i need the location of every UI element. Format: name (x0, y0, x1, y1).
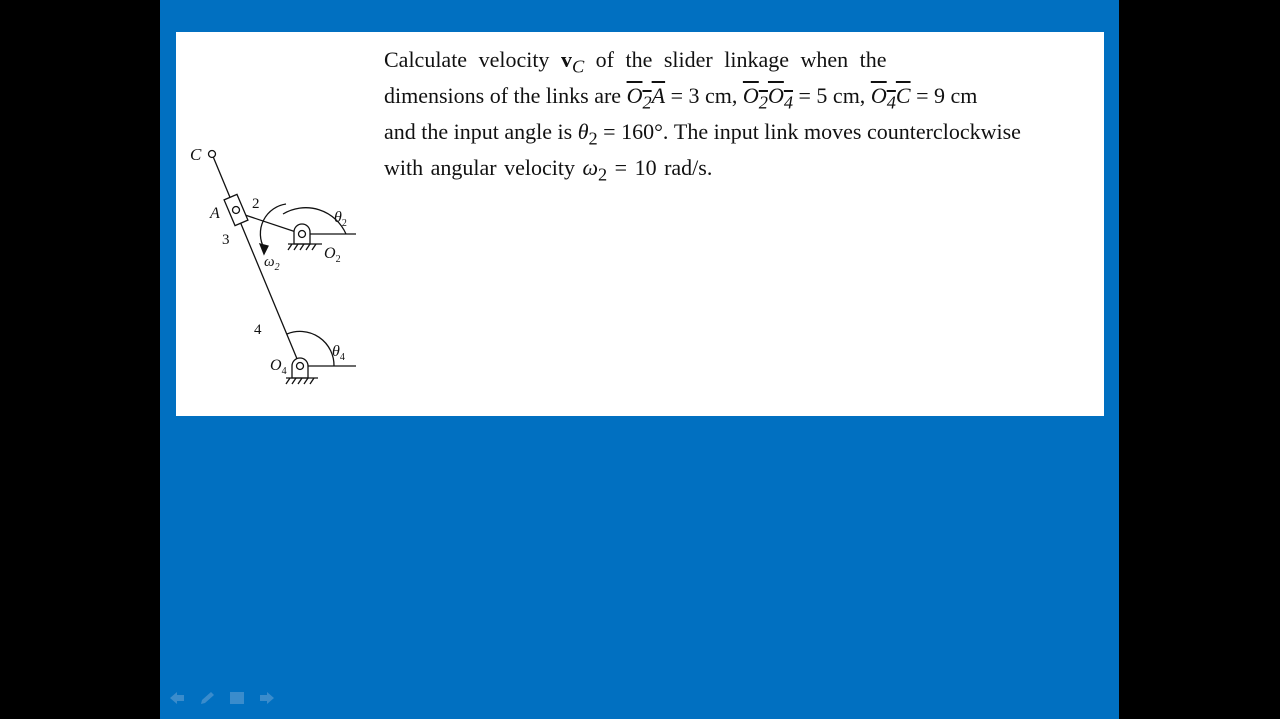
problem-line-3: and the input angle is $\theta_2 = 160^\circ$. The input link moves counterclockwise (384, 119, 1021, 149)
label-link-4: 4 (254, 322, 262, 338)
label-o2: $O_2$ (324, 245, 341, 265)
o4-pin (297, 363, 304, 370)
label-o4: $O_4$ (270, 357, 287, 377)
content-panel (176, 32, 1104, 416)
arrow-left-icon[interactable] (168, 690, 186, 706)
pen-icon[interactable] (198, 690, 216, 706)
arrow-right-icon[interactable] (258, 690, 276, 706)
point-c (209, 151, 216, 158)
slider-pin (233, 207, 240, 214)
label-theta2: $\theta_2$ (334, 209, 347, 229)
label-a: A (210, 205, 220, 222)
linkage-diagram (188, 134, 368, 394)
problem-line-2: dimensions of the links are $O_2A = 3$ cm, $O_2O_4 = 5$ cm, $O_4C = 9$ cm (384, 83, 978, 113)
o2-pin (299, 231, 306, 238)
omega2-arrowhead (260, 244, 268, 254)
omega2-arc (260, 204, 286, 248)
slide (160, 0, 1119, 719)
o2-ground-hatch (288, 244, 316, 250)
o4-ground-hatch (286, 378, 314, 384)
problem-line-1: Calculate velocity $v_C$ of the slider linkage when the (384, 47, 887, 77)
problem-statement (384, 42, 1096, 186)
menu-icon[interactable] (228, 690, 246, 706)
label-omega2: $\omega_2$ (264, 254, 280, 273)
slide-nav (168, 690, 276, 706)
label-theta4: $\theta_4$ (332, 343, 345, 363)
problem-line-4: with angular velocity $\omega_2 = 10$ rad/s. (384, 155, 713, 185)
label-c: C (190, 145, 202, 164)
label-link-3: 3 (222, 232, 230, 248)
label-link-2: 2 (252, 196, 260, 212)
